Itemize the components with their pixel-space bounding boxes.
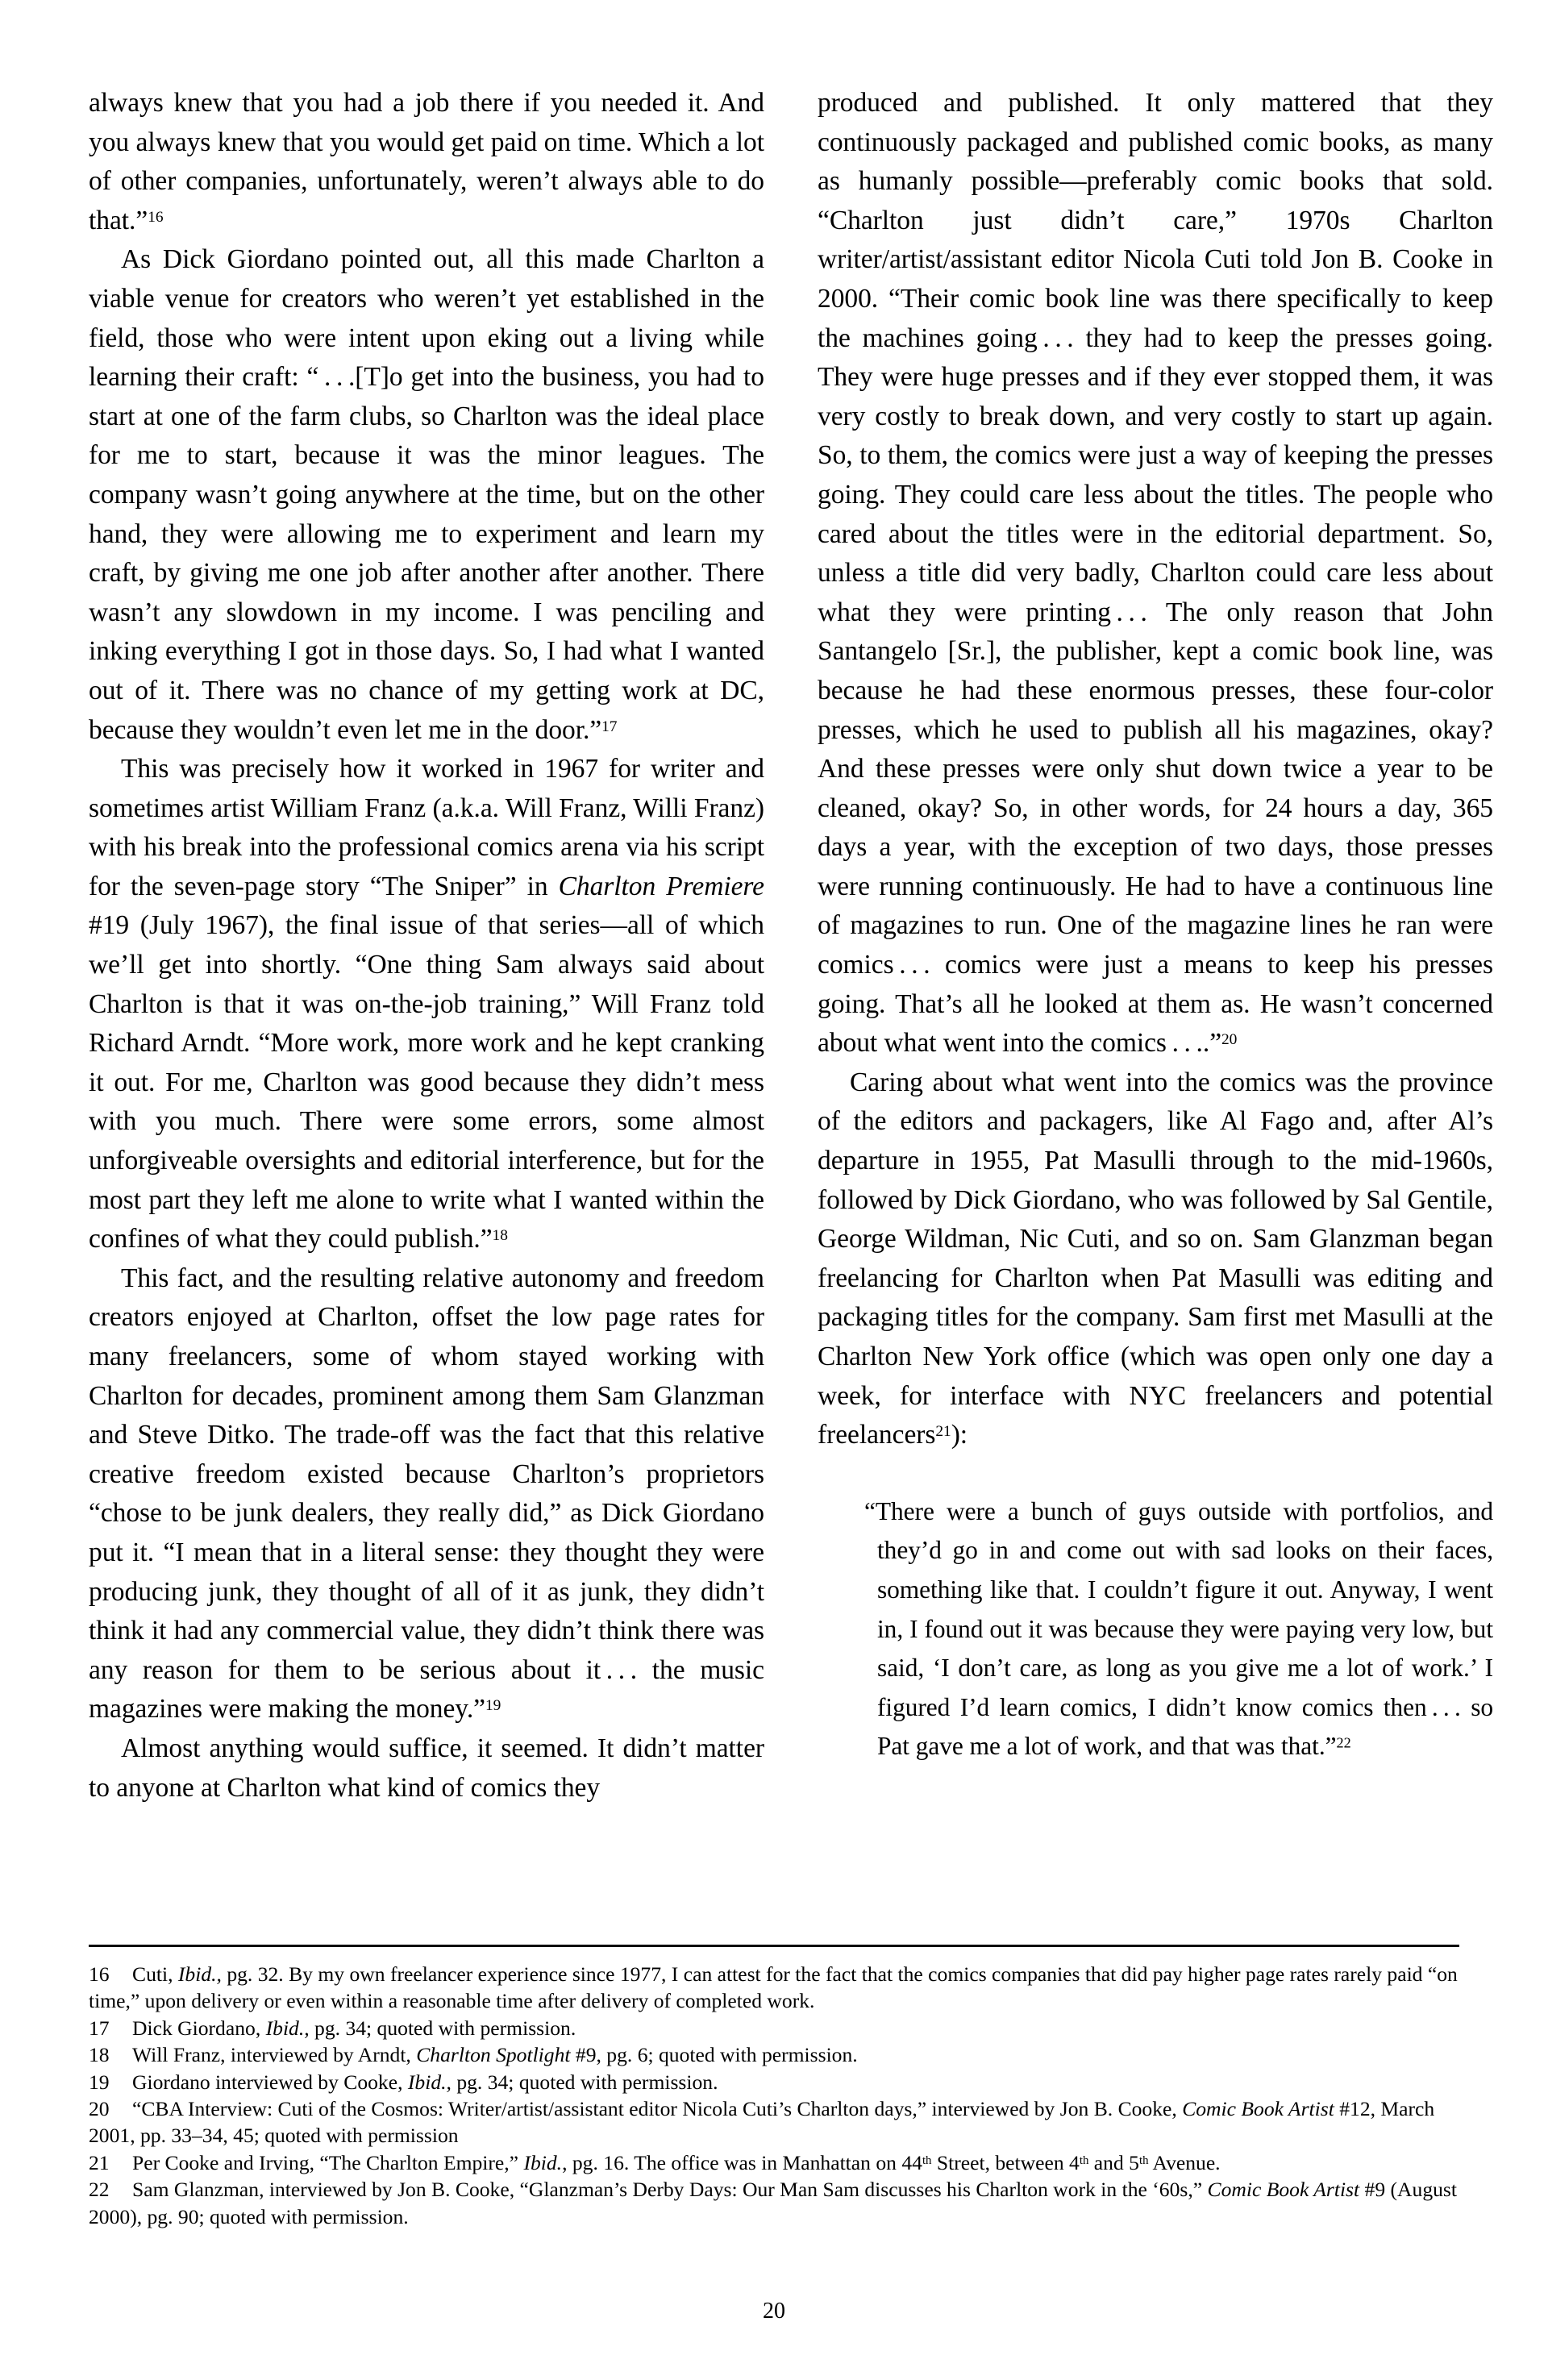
footnotes-list [89, 1961, 1459, 2230]
body-paragraph: As Dick Giordano pointed out, all this made Charlton a viable venue for creators who weren’t yet established in the field, those who were intent upon eking out a living while learning their craft: “ . . .[T]o get into the business, you had to start at one of the farm clubs, so Charlton was the ideal place for me to start, because it was the minor leagues. The company wasn’t going anywhere at the time, but on the other hand, they were allowing me to experiment and learn my craft, by giving me one job after another after another. There wasn’t any slowdown in my income. I was penciling and inking everything I got in those days. So, I had what I wanted out of it. There was no chance of my getting work at DC, because they wouldn’t even let me in the door.”$^{17}$ [89, 244, 764, 745]
body-paragraph: always knew that you had a job there if you needed it. And you always knew that you would get paid on time. Which a lot of other companies, unfortunately, weren’t always able to do that.”$^{16}$ [89, 88, 764, 235]
italic-text: Ibid. [523, 2150, 563, 2174]
footnote-marker: th [922, 2154, 932, 2168]
footnote-number: 18 [89, 2043, 110, 2067]
footnote-item: 22 Sam Glanzman, interviewed by Jon B. Cooke, “Glanzman’s Derby Days: Our Man Sam discusses his Charlton work in the ‘60s,” Comic Book Artist #9 (August 2000), pg. 90; quoted with permission. [89, 2178, 1457, 2228]
italic-text: Charlton Spotlight [416, 2043, 571, 2067]
italic-text: Ibid., [177, 1962, 222, 1986]
footnote-item: 21 Per Cooke and Irving, “The Charlton Empire,” Ibid., pg. 16. The office was in Manhattan on 44th Street, between 4th and 5th Avenue. [89, 2149, 1459, 2176]
italic-text: Ibid., [407, 2070, 452, 2094]
footnote-marker: 21 [935, 1423, 951, 1441]
footnote-marker: 16 [148, 208, 164, 226]
footnote-item: 20 “CBA Interview: Cuti of the Cosmos: Writer/artist/assistant editor Nicola Cuti’s Charlton days,” interviewed by Jon B. Cooke, Comic Book Artist #12, March 2001, pp. 33–34, 45; quoted with permission [89, 2097, 1435, 2148]
italic-text: Ibid., [265, 2016, 310, 2040]
column-right [818, 84, 1493, 1766]
two-column-body [89, 84, 1493, 1808]
footnote-marker: 19 [485, 1697, 501, 1715]
column-left [89, 84, 764, 1808]
body-paragraph: produced and published. It only mattered that they continuously packaged and published comic books, as many as humanly possible—preferably comic books that sold. “Charlton just didn’t care,” 1970s Charlton writer/artist/assistant editor Nicola Cuti told Jon B. Cooke in 2000. “Their comic book line was there specifically to keep the machines going . . . they had to keep the presses going. They were huge presses and if they ever stopped them, it was very costly to break down, and very costly to start up again. So, to them, the comics were just a way of keeping the presses going. They could care less about the titles. The people who cared about the titles were in the editorial department. So, unless a title did very badly, Charlton could care less about what they were printing . . . The only reason that John Santangelo [Sr.], the publisher, kept a comic book line, was because he had these enormous presses, these four-color presses, which he used to publish all his magazines, okay? And these presses were only shut down twice a year to be cleaned, okay? So, in other words, for 24 hours a day, 365 days a year, with the exception of two days, those presses were running continuously. He had to have a continuous line of magazines to run. One of the magazine lines he ran were comics . . . comics were just a means to keep his presses going. That’s all he looked at them as. He wasn’t concerned about what went into the comics . . ..”$^{20}$ [818, 88, 1493, 1059]
pull-quote-paragraph: “There were a bunch of guys outside with portfolios, and they’d go in and come out with sad looks on their faces, something like that. I couldn’t figure it out. Anyway, I went in, I found out it was because they were paying very low, but said, ‘I don’t care, as long as you give me a lot of work.’ I figured I’d learn comics, I didn’t know comics then . . . so Pat gave me a lot of work, and that was that.”$^{22}$ [864, 1496, 1493, 1761]
footnote-marker: 22 [1336, 1734, 1351, 1751]
body-paragraph: Caring about what went into the comics was the province of the editors and packagers, like Al Fago and, after Al’s departure in 1955, Pat Masulli through to the mid-1960s, followed by Dick Giordano, who was followed by Sal Gentile, George Wildman, Nic Cuti, and so on. Sam Glanzman began freelancing for Charlton when Pat Masulli was editing and packaging titles for the company. Sam first met Masulli at the Charlton New York office (which was open only one day a week, for interface with NYC freelancers and potential freelancers$^{21}$): [818, 1067, 1493, 1450]
footnote-item: 17 Dick Giordano, Ibid., pg. 34; quoted with permission. [89, 2015, 1459, 2041]
footnote-marker: th [1138, 2154, 1149, 2168]
footnote-separator-rule [89, 1945, 1459, 1947]
italic-text: Comic Book Artist [1182, 2097, 1334, 2121]
italic-text: Charlton Premiere [558, 871, 764, 901]
body-paragraph: This fact, and the resulting relative autonomy and freedom creators enjoyed at Charlton, offset the low page rates for many freelancers, some of whom stayed working with Charlton for decades, prominent among them Sam Glanzman and Steve Ditko. The trade-off was the fact that this relative creative freedom existed because Charlton’s proprietors “chose to be junk dealers, they really did,” as Dick Giordano put it. “I mean that in a literal sense: they thought they were producing junk, they thought of all of it as junk, they didn’t think it had any commercial value, they didn’t think there was any reason for them to be serious about it . . . the music magazines were making the money.”$^{19}$ [89, 1263, 764, 1725]
pull-quote [864, 1492, 1493, 1766]
footnote-marker: 17 [601, 718, 618, 735]
footnote-number: 19 [89, 2070, 110, 2094]
body-paragraph: This was precisely how it worked in 1967 for writer and sometimes artist William Franz (a.k.a. Will Franz, Willi Franz) with his break into the professional comics arena via his script for the seven-page story “The Sniper” in Charlton Premiere #19 (July 1967), the final issue of that series—all of which we’ll get into shortly. “One thing Sam always said about Charlton is that it was on-the-job training,” Will Franz told Richard Arndt. “More work, more work and he kept cranking it out. For me, Charlton was good because they didn’t mess with you much. There were some errors, some almost unforgiveable oversights and editorial interference, but for the most part they left me alone to write what I wanted within the confines of what they could publish.”$^{18}$ [89, 754, 764, 1254]
italic-text: Comic Book Artist [1207, 2178, 1360, 2202]
footnote-item: 16 Cuti, Ibid., pg. 32. By my own freelancer experience since 1977, I can attest for the fact that the comics companies that did pay higher page rates rarely paid “on time,” upon delivery or even within a reasonable time after delivery of completed work. [89, 1962, 1458, 2013]
footnote-number: 16 [89, 1962, 110, 1986]
page-number: 20 [763, 2299, 785, 2324]
footnote-item: 19 Giordano interviewed by Cooke, Ibid., pg. 34; quoted with permission. [89, 2069, 1459, 2095]
footnote-marker: 20 [1221, 1031, 1238, 1049]
body-paragraph: Almost anything would suffice, it seemed. It didn’t matter to anyone at Charlton what kind of comics they [89, 1733, 764, 1803]
footnote-number: 21 [89, 2150, 110, 2174]
footnote-number: 17 [89, 2016, 110, 2040]
footnote-item: 18 Will Franz, interviewed by Arndt, Charlton Spotlight #9, pg. 6; quoted with permission. [89, 2041, 1459, 2068]
footnote-marker: 18 [492, 1227, 508, 1245]
footnote-number: 22 [89, 2178, 110, 2202]
footnote-number: 20 [89, 2097, 110, 2121]
footnote-marker: th [1079, 2154, 1089, 2168]
